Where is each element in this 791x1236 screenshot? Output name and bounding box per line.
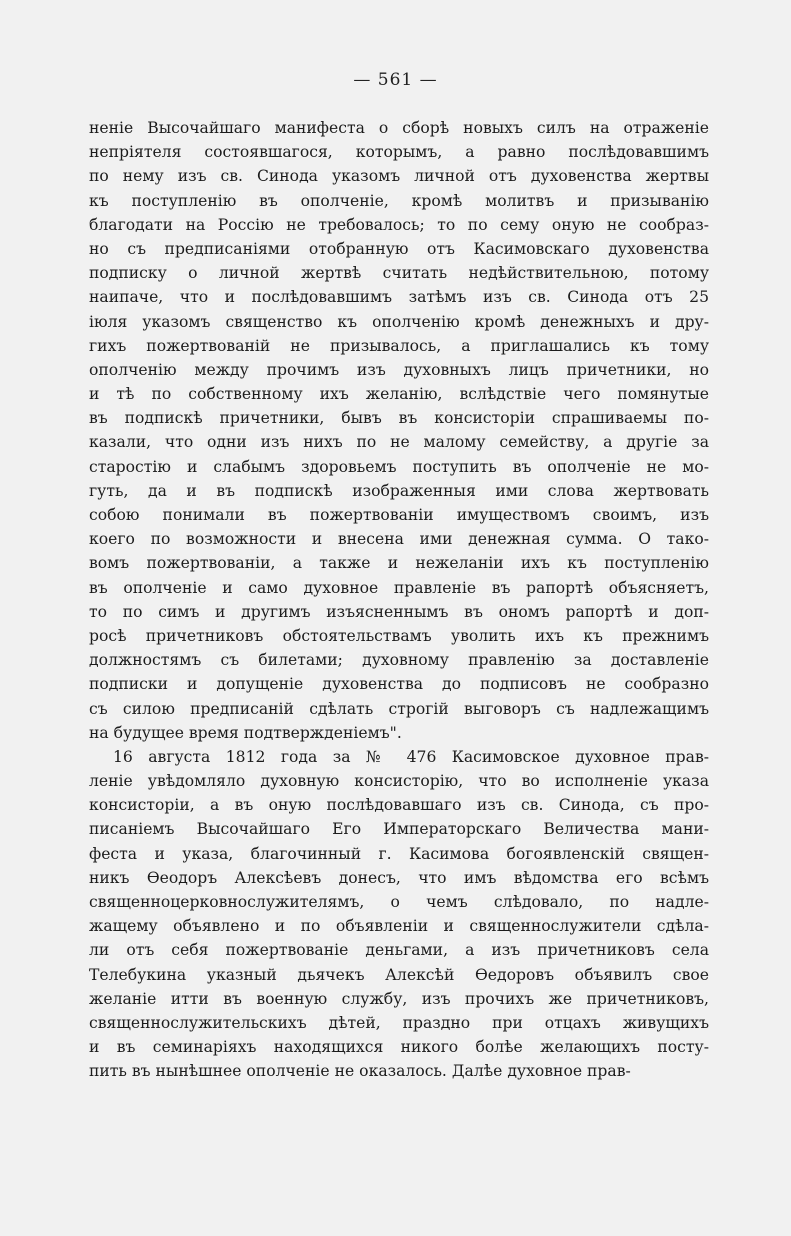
text-line: благодати на Россію не требовалось; то по сему оную не сообраз- — [89, 215, 709, 234]
text-line: 16 августа 1812 года за № 476 Касимовское духовное прав- — [113, 747, 709, 766]
text-line: жащему объявлено и по объявленіи и священнослужители сдѣла- — [89, 917, 709, 936]
text-line: казали, что одни изъ нихъ по не малому семейству, а другіе за — [89, 433, 709, 452]
text-line: но съ предписаніями отобранную отъ Касимовскаго духовенства — [89, 239, 709, 258]
text-line: и въ семинаріяхъ находящихся никого болѣе желающихъ посту- — [89, 1038, 709, 1057]
text-line: неніе Высочайшаго манифеста о сборѣ новыхъ силъ на отраженіе — [89, 119, 709, 137]
text-line: съ силою предписаній сдѣлать строгій выговоръ съ надлежащимъ — [89, 699, 709, 718]
text-line: непріятеля состоявшагося, которымъ, а равно послѣдовавшимъ — [89, 143, 709, 162]
text-line: въ ополченіе и само духовное правленіе въ рапортѣ объясняетъ, — [89, 578, 709, 597]
text-line: росѣ причетниковъ обстоятельствамъ уволить ихъ къ прежнимъ — [89, 626, 709, 645]
text-line: въ подпискѣ причетники, бывъ въ консисторіи спрашиваемы по- — [89, 409, 709, 428]
main-text — [89, 116, 709, 1084]
text-line: желаніе итти въ военную службу, изъ прочихъ же причетниковъ, — [89, 989, 709, 1008]
paragraph-continued — [89, 116, 709, 745]
text-line: собою понимали въ пожертвованіи имуществомъ своимъ, изъ — [89, 506, 709, 524]
text-line: гуть, да и въ подпискѣ изображенныя ими слова жертвовать — [89, 481, 709, 500]
paragraph-new — [89, 745, 709, 1084]
text-line: подписки и допущеніе духовенства до подписовъ не сообразно — [89, 675, 709, 694]
text-line: вомъ пожертвованіи, а также и нежеланіи ихъ къ поступленію — [89, 554, 709, 573]
text-line: то по симъ и другимъ изъясненнымъ въ ономъ рапортѣ и доп- — [89, 602, 709, 621]
text-line: писаніемъ Высочайшаго Его Императорскаго Величества мани- — [89, 820, 709, 839]
text-line: Телебукина указный дьячекъ Алексѣй Ѳедоровъ объявилъ свое — [89, 965, 709, 984]
text-line: должностямъ съ билетами; духовному правленію за доставленіе — [89, 651, 709, 670]
text-line: по нему изъ св. Синода указомъ личной отъ духовенства жертвы — [89, 167, 709, 186]
text-line: старостію и слабымъ здоровьемъ поступить въ ополченіе не мо- — [89, 457, 709, 476]
text-line: подписку о личной жертвѣ считать недѣйствительною, потому — [89, 264, 709, 283]
text-line: іюля указомъ священство къ ополченію кромѣ денежныхъ и дру- — [89, 312, 709, 331]
text-line: гихъ пожертвованій не призывалось, а приглашались къ тому — [89, 336, 709, 355]
text-line: феста и указа, благочинный г. Касимова богоявленскій священ- — [89, 844, 709, 863]
text-line: ополченію между прочимъ изъ духовныхъ лицъ причетники, но — [89, 360, 709, 379]
text-line: наипаче, что и послѣдовавшимъ затѣмъ изъ св. Синода отъ 25 — [89, 288, 709, 307]
text-line: священноцерковнослужителямъ, о чемъ слѣдовало, по надле- — [89, 893, 709, 911]
text-line: ли отъ себя пожертвованіе деньгами, а изъ причетниковъ села — [89, 941, 709, 960]
text-line: и тѣ по собственному ихъ желанію, вслѣдствіе чего помянутые — [89, 385, 709, 404]
text-line: леніе увѣдомляло духовную консисторію, что во исполненіе указа — [89, 772, 709, 791]
text-line: никъ Ѳеодоръ Алексѣевъ донесъ, что имъ вѣдомства его всѣмъ — [89, 868, 709, 887]
text-line: на будущее время подтвержденіемъ". — [89, 723, 402, 742]
page-number: — 561 — — [353, 70, 438, 90]
text-line: консисторіи, а въ оную послѣдовавшаго изъ св. Синода, съ про- — [89, 796, 709, 815]
text-line: къ поступленію въ ополченіе, кромѣ молитвъ и призыванію — [89, 191, 709, 210]
text-line: священнослужительскихъ дѣтей, праздно при отцахъ живущихъ — [89, 1013, 709, 1032]
text-line: коего по возможности и внесена ими денежная сумма. О тако- — [89, 530, 709, 549]
text-line: пить въ нынѣшнее ополченіе не оказалось. Далѣе духовное прав- — [89, 1062, 631, 1081]
